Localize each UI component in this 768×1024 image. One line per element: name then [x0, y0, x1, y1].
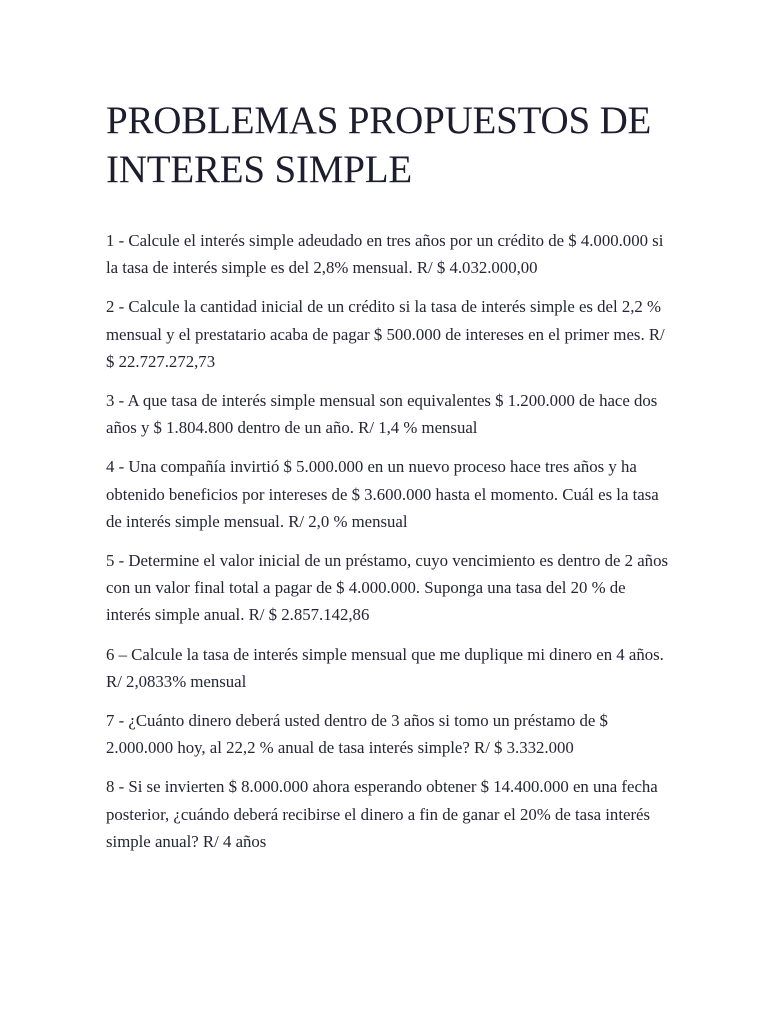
problem-item: 5 - Determine el valor inicial de un préstamo, cuyo vencimiento es dentro de 2 años con un valor final total a pagar de $ 4.000.000. Suponga una tasa del 20 % de interés simple anual. R/ $ 2.857.142,86	[106, 551, 668, 625]
problem-item: 8 - Si se invierten $ 8.000.000 ahora esperando obtener $ 14.400.000 en una fecha posterior, ¿cuándo deberá recibirse el dinero a fin de ganar el 20% de tasa interés simple anual? R/ 4 años	[106, 777, 658, 851]
problem-item: 3 - A que tasa de interés simple mensual son equivalentes $ 1.200.000 de hace dos años y $ 1.804.800 dentro de un año. R/ 1,4 % mensual	[106, 391, 658, 438]
problem-item: 4 - Una compañía invirtió $ 5.000.000 en un nuevo proceso hace tres años y ha obtenido beneficios por intereses de $ 3.600.000 hasta el momento. Cuál es la tasa de interés simple mensual. R/ 2,0 % mensual	[106, 457, 659, 531]
problem-item: 7 - ¿Cuánto dinero deberá usted dentro de 3 años si tomo un préstamo de $ 2.000.000 hoy, al 22,2 % anual de tasa interés simple? R/ $ 3.332.000	[106, 711, 608, 758]
problem-list	[106, 227, 668, 855]
problem-item: 2 - Calcule la cantidad inicial de un crédito si la tasa de interés simple es del 2,2 % mensual y el prestatario acaba de pagar $ 500.000 de intereses en el primer mes. R/ $ 22.727.272,73	[106, 297, 665, 371]
document-page	[106, 96, 668, 867]
problem-item: 1 - Calcule el interés simple adeudado en tres años por un crédito de $ 4.000.000 si la tasa de interés simple es del 2,8% mensual. R/ $ 4.032.000,00	[106, 231, 664, 278]
problem-item: 6 – Calcule la tasa de interés simple mensual que me duplique mi dinero en 4 años. R/ 2,0833% mensual	[106, 644, 664, 691]
document-title: PROBLEMAS PROPUESTOS DE INTERES SIMPLE	[106, 99, 652, 191]
